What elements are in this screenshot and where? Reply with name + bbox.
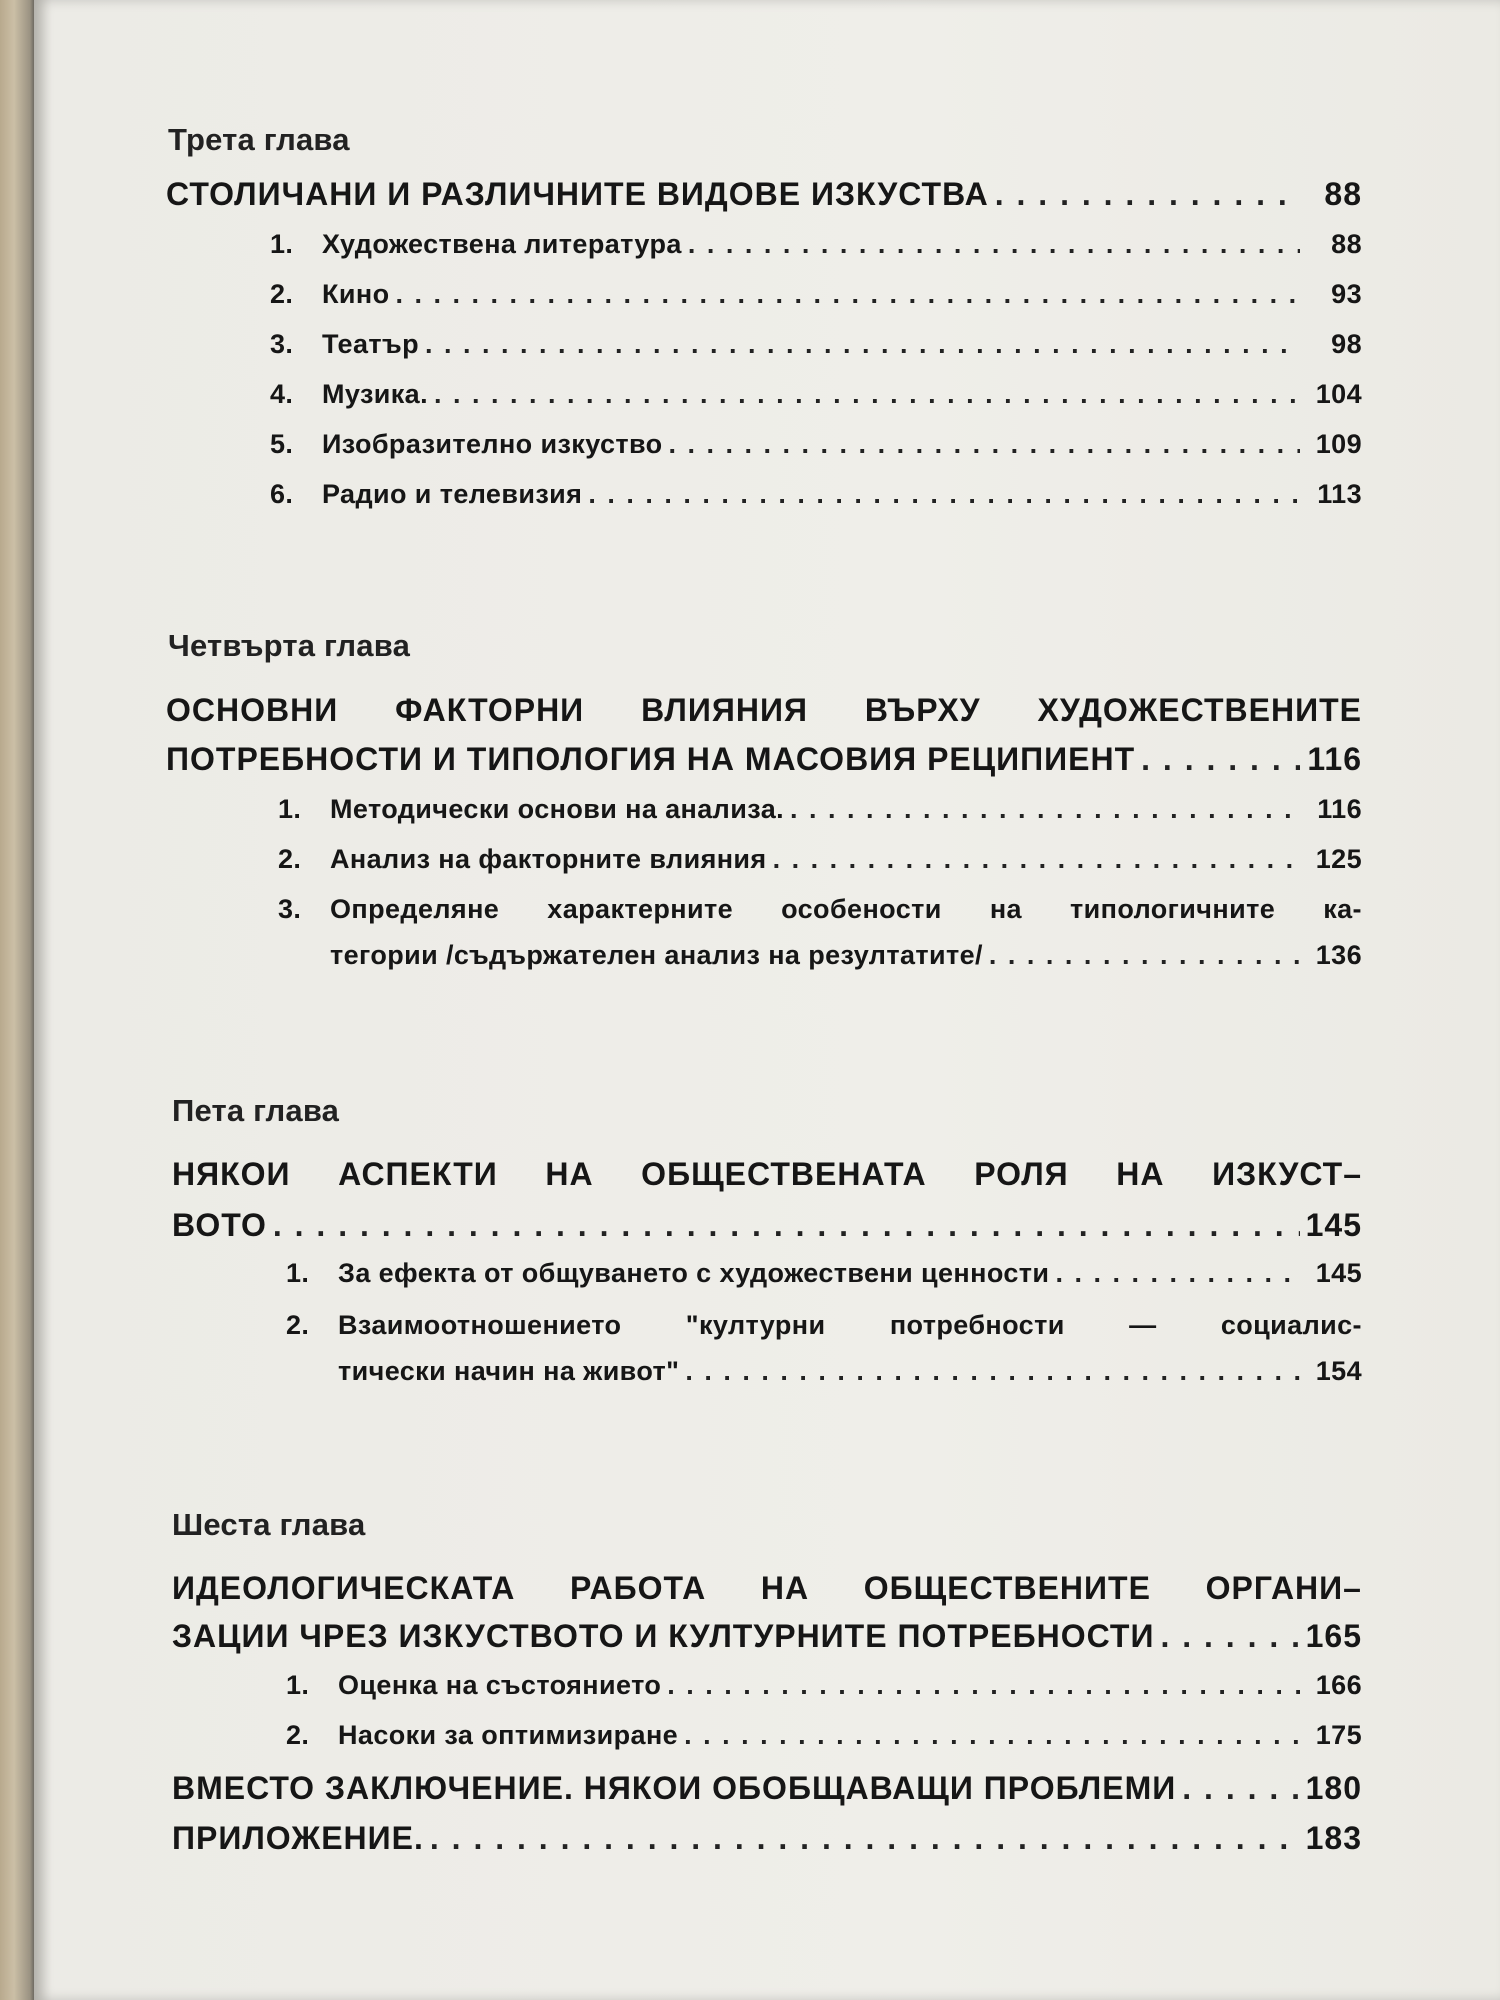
toc-entry <box>172 1207 1362 1247</box>
page-number: 136 <box>1315 940 1362 970</box>
item-number: 3. <box>270 329 294 359</box>
heading-word: ВЛИЯНИЯ <box>641 692 808 728</box>
item-number: 1. <box>286 1258 310 1288</box>
page-number: 109 <box>1315 429 1362 459</box>
item-title: тически начин на живот" <box>338 1356 680 1386</box>
item-number: 2. <box>286 1310 310 1340</box>
toc-entry <box>270 329 1362 369</box>
title-word: Определяне <box>330 894 500 924</box>
dot-leader <box>430 1820 1300 1857</box>
title-word: характерните <box>547 894 734 924</box>
page-number: 183 <box>1305 1820 1362 1856</box>
item-title: За ефекта от общуването с художествени ценности <box>338 1258 1050 1288</box>
heading-word: ФАКТОРНИ <box>395 692 585 728</box>
dot-leader <box>685 1356 1300 1387</box>
page-number: 98 <box>1331 329 1362 359</box>
page-number: 116 <box>1307 741 1362 777</box>
dot-leader <box>395 279 1300 310</box>
toc-entry <box>172 1618 1362 1658</box>
toc-entry <box>330 940 1362 980</box>
title-word: Взаимоотношението <box>338 1310 622 1340</box>
heading-word: ИДЕОЛОГИЧЕСКАТА <box>172 1570 516 1606</box>
item-title: Кино <box>322 279 390 309</box>
item-title: Музика. <box>322 379 429 409</box>
heading-word: ХУДОЖЕСТВЕНИТЕ <box>1037 692 1362 728</box>
toc-entry <box>278 794 1362 834</box>
chapter-label: Шеста глава <box>172 1507 366 1542</box>
dot-leader <box>1182 1770 1299 1807</box>
heading-word: ВЪРХУ <box>864 692 981 728</box>
item-title: Изобразително изкуство <box>322 429 663 459</box>
page-number: 116 <box>1317 794 1362 824</box>
toc-entry <box>166 176 1362 216</box>
title-word: типологичните <box>1070 894 1276 924</box>
heading-word: ИЗКУСТ– <box>1212 1156 1362 1192</box>
toc-entry <box>172 1820 1362 1860</box>
heading-word: ОБЩЕСТВЕНАТА <box>641 1156 927 1192</box>
item-number: 2. <box>278 844 302 874</box>
section-heading: ПРИЛОЖЕНИЕ. <box>172 1820 424 1856</box>
item-title: Анализ на факторните влияния <box>330 844 767 874</box>
page-number: 180 <box>1305 1770 1362 1806</box>
toc-entry-line <box>278 894 1362 925</box>
page-number: 175 <box>1315 1720 1362 1750</box>
item-title: Художествена литература <box>322 229 682 259</box>
toc-entry <box>270 479 1362 519</box>
chapter-heading: ЗАЦИИ ЧРЕЗ ИЗКУСТВОТО И КУЛТУРНИТЕ ПОТРЕБНОСТИ <box>172 1618 1155 1654</box>
toc-entry <box>270 379 1362 419</box>
chapter-heading: ВОТО <box>172 1207 267 1243</box>
item-number: 1. <box>278 794 302 824</box>
page-number: 165 <box>1305 1618 1362 1654</box>
toc-entry <box>338 1356 1362 1396</box>
dot-leader <box>773 844 1300 875</box>
dot-leader <box>273 1207 1300 1244</box>
item-title: Оценка на състоянието <box>338 1670 662 1700</box>
item-title-line <box>338 1310 1362 1341</box>
dot-leader <box>667 1670 1300 1701</box>
toc-entry <box>278 844 1362 884</box>
item-title: тегории /съдържателен анализ на резултатите/ <box>330 940 983 970</box>
toc-entry <box>270 429 1362 469</box>
heading-word: НА <box>545 1156 594 1192</box>
toc-entry <box>270 279 1362 319</box>
item-number: 3. <box>278 894 302 924</box>
title-word: "културни <box>685 1310 826 1340</box>
toc-entry <box>286 1670 1362 1710</box>
section-heading: ВМЕСТО ЗАКЛЮЧЕНИЕ. НЯКОИ ОБОБЩАВАЩИ ПРОБЛЕМИ <box>172 1770 1177 1806</box>
dot-leader <box>684 1720 1300 1751</box>
item-number: 1. <box>270 229 294 259</box>
dot-leader <box>588 479 1300 510</box>
heading-word: АСПЕКТИ <box>338 1156 498 1192</box>
dot-leader <box>425 329 1300 360</box>
item-number: 2. <box>270 279 294 309</box>
chapter-label: Четвърта глава <box>168 628 411 663</box>
heading-word: ОБЩЕСТВЕНИТЕ <box>863 1570 1151 1606</box>
page-number: 145 <box>1305 1207 1362 1243</box>
chapter-heading: СТОЛИЧАНИ И РАЗЛИЧНИТЕ ВИДОВЕ ИЗКУСТВА <box>166 176 989 212</box>
dot-leader <box>1160 1618 1299 1655</box>
toc-entry <box>286 1720 1362 1760</box>
dot-leader <box>989 940 1300 971</box>
dot-leader <box>1055 1258 1300 1289</box>
toc-entry <box>286 1258 1362 1298</box>
page-number: 88 <box>1324 176 1362 212</box>
title-word: особености <box>781 894 942 924</box>
dot-leader <box>1141 741 1300 778</box>
chapter-heading-line <box>166 692 1362 729</box>
heading-word: НА <box>1116 1156 1165 1192</box>
item-title: Радио и телевизия <box>322 479 583 509</box>
heading-word: РАБОТА <box>570 1570 707 1606</box>
dot-leader <box>995 176 1300 213</box>
page-number: 154 <box>1315 1356 1362 1386</box>
toc-entry-line <box>286 1310 1362 1341</box>
chapter-label: Трета глава <box>168 122 350 157</box>
page-number: 88 <box>1331 229 1362 259</box>
item-title: Насоки за оптимизиране <box>338 1720 679 1750</box>
title-word: ка- <box>1323 894 1362 924</box>
heading-word: ОРГАНИ– <box>1205 1570 1362 1606</box>
heading-word: НЯКОИ <box>172 1156 291 1192</box>
page-number: 93 <box>1331 279 1362 309</box>
toc-entry <box>270 229 1362 269</box>
chapter-heading-line <box>172 1570 1362 1607</box>
page-number: 145 <box>1315 1258 1362 1288</box>
item-number: 1. <box>286 1670 310 1700</box>
dot-leader <box>669 429 1300 460</box>
dot-leader <box>790 794 1300 825</box>
chapter-label: Пета глава <box>172 1093 340 1128</box>
toc-entry <box>166 741 1362 781</box>
title-word: на <box>989 894 1022 924</box>
item-number: 6. <box>270 479 294 509</box>
chapter-heading: ПОТРЕБНОСТИ И ТИПОЛОГИЯ НА МАСОВИЯ РЕЦИПИЕНТ <box>166 741 1136 777</box>
page-number: 166 <box>1315 1670 1362 1700</box>
item-number: 2. <box>286 1720 310 1750</box>
title-word: — <box>1129 1310 1157 1340</box>
dot-leader <box>688 229 1300 260</box>
item-title-line <box>330 894 1362 925</box>
page-number: 125 <box>1315 844 1362 874</box>
heading-word: ОСНОВНИ <box>166 692 339 728</box>
heading-word: НА <box>760 1570 810 1606</box>
item-title: Театър <box>322 329 419 359</box>
toc-entry <box>172 1770 1362 1810</box>
dot-leader <box>434 379 1300 410</box>
item-title: Методически основи на анализа. <box>330 794 785 824</box>
heading-word: РОЛЯ <box>974 1156 1069 1192</box>
title-word: социалис- <box>1220 1310 1362 1340</box>
page-number: 113 <box>1317 479 1362 509</box>
item-number: 4. <box>270 379 294 409</box>
item-number: 5. <box>270 429 294 459</box>
title-word: потребности <box>889 1310 1065 1340</box>
chapter-heading-line <box>172 1156 1362 1193</box>
page-number: 104 <box>1315 379 1362 409</box>
